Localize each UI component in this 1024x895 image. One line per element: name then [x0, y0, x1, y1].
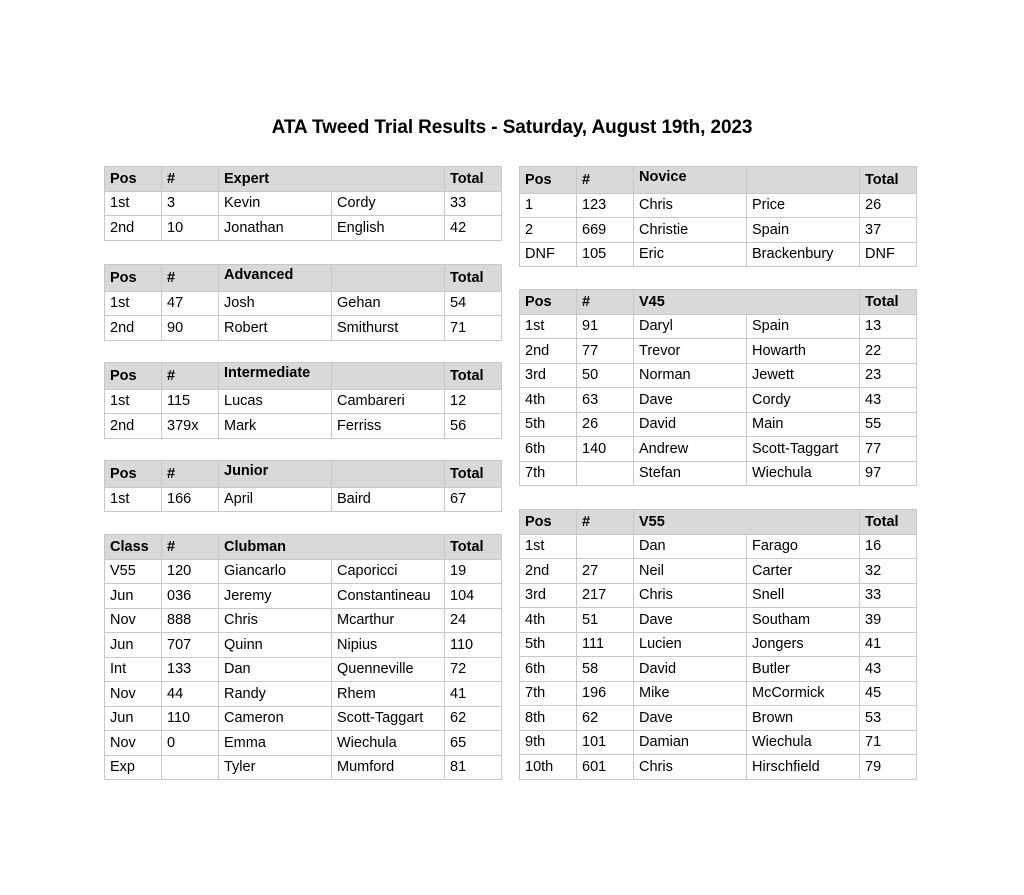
last-name-cell: Jewett — [747, 363, 860, 388]
advanced-results-table — [104, 264, 502, 341]
total-cell: 26 — [860, 193, 917, 218]
total-cell: 37 — [860, 218, 917, 243]
pos-cell: 2nd — [105, 316, 162, 341]
header-cell — [332, 461, 445, 488]
last-name-cell: Jongers — [747, 632, 860, 657]
last-name-cell: Brown — [747, 706, 860, 731]
table-row — [105, 755, 502, 780]
header-cell: V55 — [634, 510, 860, 535]
table-row — [520, 388, 917, 413]
header-row — [105, 167, 502, 192]
total-cell: 12 — [445, 389, 502, 414]
header-cell: # — [162, 461, 219, 488]
total-cell: 67 — [445, 487, 502, 512]
last-name-cell: Wiechula — [332, 731, 445, 756]
last-name-cell: Price — [747, 193, 860, 218]
total-cell: 81 — [445, 755, 502, 780]
header-row — [520, 167, 917, 194]
number-cell: 47 — [162, 291, 219, 316]
header-cell: Pos — [105, 265, 162, 292]
table-row — [105, 731, 502, 756]
pos-cell: Jun — [105, 706, 162, 731]
pos-cell: 4th — [520, 608, 577, 633]
number-cell: 62 — [577, 706, 634, 731]
pos-cell: 2 — [520, 218, 577, 243]
total-cell: 54 — [445, 291, 502, 316]
first-name-cell: Randy — [219, 682, 332, 707]
header-cell: V45 — [634, 290, 860, 315]
pos-cell: Int — [105, 657, 162, 682]
header-row — [105, 535, 502, 560]
last-name-cell: Southam — [747, 608, 860, 633]
first-name-cell: Christie — [634, 218, 747, 243]
header-cell: # — [577, 510, 634, 535]
total-cell: 71 — [860, 730, 917, 755]
first-name-cell: Jeremy — [219, 584, 332, 609]
first-name-cell: Quinn — [219, 633, 332, 658]
table-row — [520, 218, 917, 243]
last-name-cell: Farago — [747, 534, 860, 559]
header-cell: Total — [860, 510, 917, 535]
total-cell: DNF — [860, 242, 917, 267]
number-cell: 90 — [162, 316, 219, 341]
table-row — [520, 193, 917, 218]
table-row — [105, 584, 502, 609]
first-name-cell: Jonathan — [219, 216, 332, 241]
first-name-cell: Andrew — [634, 437, 747, 462]
table-row — [520, 437, 917, 462]
number-cell — [162, 755, 219, 780]
pos-cell: Nov — [105, 682, 162, 707]
table-row — [520, 461, 917, 486]
junior-results-table — [104, 460, 502, 512]
page-title: ATA Tweed Trial Results - Saturday, August 19th, 2023 — [271, 117, 753, 138]
header-cell: Pos — [520, 290, 577, 315]
pos-cell: Nov — [105, 731, 162, 756]
last-name-cell: Cordy — [747, 388, 860, 413]
first-name-cell: Chris — [634, 193, 747, 218]
last-name-cell: Butler — [747, 657, 860, 682]
table-row — [105, 487, 502, 512]
total-cell: 97 — [860, 461, 917, 486]
table-row — [520, 706, 917, 731]
v45-results-table — [519, 289, 917, 486]
number-cell: 120 — [162, 559, 219, 584]
first-name-cell: Daryl — [634, 314, 747, 339]
header-cell: Total — [860, 290, 917, 315]
total-cell: 13 — [860, 314, 917, 339]
header-cell: Total — [445, 461, 502, 488]
intermediate-results-table — [104, 362, 502, 439]
number-cell: 110 — [162, 706, 219, 731]
pos-cell: 1st — [105, 389, 162, 414]
last-name-cell: Spain — [747, 314, 860, 339]
number-cell: 133 — [162, 657, 219, 682]
total-cell: 24 — [445, 608, 502, 633]
first-name-cell: Giancarlo — [219, 559, 332, 584]
first-name-cell: Cameron — [219, 706, 332, 731]
last-name-cell: Ferriss — [332, 414, 445, 439]
last-name-cell: English — [332, 216, 445, 241]
last-name-cell: Baird — [332, 487, 445, 512]
total-cell: 33 — [445, 191, 502, 216]
table-row — [105, 559, 502, 584]
table-row — [520, 657, 917, 682]
number-cell: 196 — [577, 681, 634, 706]
number-cell — [577, 461, 634, 486]
table-row — [520, 534, 917, 559]
number-cell: 10 — [162, 216, 219, 241]
total-cell: 42 — [445, 216, 502, 241]
total-cell: 79 — [860, 755, 917, 780]
total-cell: 43 — [860, 388, 917, 413]
pos-cell: DNF — [520, 242, 577, 267]
header-cell: Advanced — [219, 265, 332, 292]
number-cell: 44 — [162, 682, 219, 707]
pos-cell: V55 — [105, 559, 162, 584]
table-row — [105, 291, 502, 316]
header-cell: # — [577, 167, 634, 194]
table-row — [520, 681, 917, 706]
pos-cell: Jun — [105, 633, 162, 658]
number-cell: 77 — [577, 339, 634, 364]
first-name-cell: Chris — [634, 583, 747, 608]
last-name-cell: Mumford — [332, 755, 445, 780]
header-cell: Expert — [219, 167, 445, 192]
number-cell: 888 — [162, 608, 219, 633]
header-cell — [332, 265, 445, 292]
total-cell: 43 — [860, 657, 917, 682]
first-name-cell: Emma — [219, 731, 332, 756]
pos-cell: 6th — [520, 437, 577, 462]
last-name-cell: Wiechula — [747, 730, 860, 755]
first-name-cell: Dave — [634, 608, 747, 633]
header-cell: # — [162, 535, 219, 560]
first-name-cell: Tyler — [219, 755, 332, 780]
first-name-cell: Dan — [634, 534, 747, 559]
number-cell: 27 — [577, 559, 634, 584]
table-row — [105, 389, 502, 414]
total-cell: 22 — [860, 339, 917, 364]
last-name-cell: Main — [747, 412, 860, 437]
table-row — [520, 363, 917, 388]
header-cell — [332, 363, 445, 390]
first-name-cell: Damian — [634, 730, 747, 755]
pos-cell: Nov — [105, 608, 162, 633]
header-cell — [747, 167, 860, 194]
novice-results-table — [519, 166, 917, 267]
number-cell: 63 — [577, 388, 634, 413]
table-row — [105, 414, 502, 439]
last-name-cell: Constantineau — [332, 584, 445, 609]
header-row — [105, 363, 502, 390]
number-cell: 51 — [577, 608, 634, 633]
total-cell: 72 — [445, 657, 502, 682]
first-name-cell: Eric — [634, 242, 747, 267]
pos-cell: 10th — [520, 755, 577, 780]
total-cell: 77 — [860, 437, 917, 462]
last-name-cell: Cordy — [332, 191, 445, 216]
table-row — [520, 583, 917, 608]
header-cell: Total — [445, 363, 502, 390]
last-name-cell: Caporicci — [332, 559, 445, 584]
first-name-cell: Robert — [219, 316, 332, 341]
first-name-cell: Norman — [634, 363, 747, 388]
total-cell: 41 — [445, 682, 502, 707]
table-row — [105, 216, 502, 241]
number-cell — [577, 534, 634, 559]
first-name-cell: Lucien — [634, 632, 747, 657]
number-cell: 105 — [577, 242, 634, 267]
pos-cell: 9th — [520, 730, 577, 755]
total-cell: 110 — [445, 633, 502, 658]
pos-cell: 1st — [105, 291, 162, 316]
first-name-cell: David — [634, 412, 747, 437]
header-cell: Novice — [634, 167, 747, 194]
table-row — [105, 316, 502, 341]
last-name-cell: Brackenbury — [747, 242, 860, 267]
last-name-cell: Carter — [747, 559, 860, 584]
total-cell: 56 — [445, 414, 502, 439]
number-cell: 111 — [577, 632, 634, 657]
total-cell: 62 — [445, 706, 502, 731]
last-name-cell: Smithurst — [332, 316, 445, 341]
header-cell: # — [162, 167, 219, 192]
header-cell: Pos — [520, 167, 577, 194]
last-name-cell: Hirschfield — [747, 755, 860, 780]
first-name-cell: Chris — [219, 608, 332, 633]
pos-cell: 3rd — [520, 363, 577, 388]
table-row — [520, 608, 917, 633]
header-cell: Total — [445, 265, 502, 292]
last-name-cell: Howarth — [747, 339, 860, 364]
table-row — [105, 682, 502, 707]
header-cell: Total — [445, 535, 502, 560]
total-cell: 32 — [860, 559, 917, 584]
last-name-cell: Scott-Taggart — [332, 706, 445, 731]
first-name-cell: April — [219, 487, 332, 512]
first-name-cell: Dan — [219, 657, 332, 682]
last-name-cell: Wiechula — [747, 461, 860, 486]
total-cell: 45 — [860, 681, 917, 706]
header-row — [520, 510, 917, 535]
last-name-cell: Mcarthur — [332, 608, 445, 633]
expert-results-table — [104, 166, 502, 241]
total-cell: 41 — [860, 632, 917, 657]
first-name-cell: Neil — [634, 559, 747, 584]
table-row — [520, 242, 917, 267]
total-cell: 104 — [445, 584, 502, 609]
table-row — [105, 608, 502, 633]
last-name-cell: Scott-Taggart — [747, 437, 860, 462]
pos-cell: 7th — [520, 681, 577, 706]
table-row — [105, 657, 502, 682]
header-cell: # — [162, 265, 219, 292]
header-cell: Total — [860, 167, 917, 194]
v55-results-table — [519, 509, 917, 780]
pos-cell: Exp — [105, 755, 162, 780]
number-cell: 123 — [577, 193, 634, 218]
pos-cell: 2nd — [520, 559, 577, 584]
first-name-cell: Trevor — [634, 339, 747, 364]
pos-cell: 2nd — [105, 216, 162, 241]
pos-cell: 2nd — [520, 339, 577, 364]
header-cell: Clubman — [219, 535, 445, 560]
last-name-cell: Snell — [747, 583, 860, 608]
number-cell: 58 — [577, 657, 634, 682]
total-cell: 23 — [860, 363, 917, 388]
pos-cell: 4th — [520, 388, 577, 413]
header-cell: Pos — [105, 363, 162, 390]
first-name-cell: Josh — [219, 291, 332, 316]
header-cell: Junior — [219, 461, 332, 488]
pos-cell: 1st — [520, 534, 577, 559]
pos-cell: 2nd — [105, 414, 162, 439]
table-row — [520, 339, 917, 364]
number-cell: 036 — [162, 584, 219, 609]
pos-cell: 7th — [520, 461, 577, 486]
number-cell: 379x — [162, 414, 219, 439]
number-cell: 101 — [577, 730, 634, 755]
header-row — [520, 290, 917, 315]
pos-cell: 5th — [520, 412, 577, 437]
clubman-results-table — [104, 534, 502, 780]
first-name-cell: Kevin — [219, 191, 332, 216]
first-name-cell: Stefan — [634, 461, 747, 486]
header-cell: Class — [105, 535, 162, 560]
first-name-cell: Chris — [634, 755, 747, 780]
first-name-cell: Dave — [634, 388, 747, 413]
table-row — [520, 314, 917, 339]
last-name-cell: Cambareri — [332, 389, 445, 414]
header-cell: Pos — [520, 510, 577, 535]
number-cell: 601 — [577, 755, 634, 780]
pos-cell: Jun — [105, 584, 162, 609]
first-name-cell: Mike — [634, 681, 747, 706]
pos-cell: 6th — [520, 657, 577, 682]
number-cell: 140 — [577, 437, 634, 462]
total-cell: 19 — [445, 559, 502, 584]
first-name-cell: Lucas — [219, 389, 332, 414]
table-row — [520, 755, 917, 780]
header-cell: # — [162, 363, 219, 390]
pos-cell: 1st — [520, 314, 577, 339]
number-cell: 166 — [162, 487, 219, 512]
pos-cell: 8th — [520, 706, 577, 731]
number-cell: 707 — [162, 633, 219, 658]
pos-cell: 3rd — [520, 583, 577, 608]
number-cell: 0 — [162, 731, 219, 756]
last-name-cell: Gehan — [332, 291, 445, 316]
last-name-cell: Nipius — [332, 633, 445, 658]
header-cell: Intermediate — [219, 363, 332, 390]
total-cell: 71 — [445, 316, 502, 341]
total-cell: 53 — [860, 706, 917, 731]
number-cell: 115 — [162, 389, 219, 414]
first-name-cell: Dave — [634, 706, 747, 731]
header-row — [105, 461, 502, 488]
number-cell: 91 — [577, 314, 634, 339]
pos-cell: 1st — [105, 191, 162, 216]
first-name-cell: David — [634, 657, 747, 682]
table-row — [520, 559, 917, 584]
total-cell: 65 — [445, 731, 502, 756]
header-row — [105, 265, 502, 292]
number-cell: 50 — [577, 363, 634, 388]
table-row — [520, 412, 917, 437]
header-cell: Pos — [105, 461, 162, 488]
last-name-cell: Quenneville — [332, 657, 445, 682]
pos-cell: 1 — [520, 193, 577, 218]
table-row — [105, 191, 502, 216]
header-cell: Pos — [105, 167, 162, 192]
pos-cell: 1st — [105, 487, 162, 512]
number-cell: 669 — [577, 218, 634, 243]
total-cell: 16 — [860, 534, 917, 559]
last-name-cell: Rhem — [332, 682, 445, 707]
total-cell: 55 — [860, 412, 917, 437]
number-cell: 217 — [577, 583, 634, 608]
header-cell: Total — [445, 167, 502, 192]
last-name-cell: Spain — [747, 218, 860, 243]
number-cell: 3 — [162, 191, 219, 216]
total-cell: 33 — [860, 583, 917, 608]
table-row — [520, 632, 917, 657]
pos-cell: 5th — [520, 632, 577, 657]
table-row — [105, 706, 502, 731]
first-name-cell: Mark — [219, 414, 332, 439]
total-cell: 39 — [860, 608, 917, 633]
table-row — [520, 730, 917, 755]
last-name-cell: McCormick — [747, 681, 860, 706]
table-row — [105, 633, 502, 658]
number-cell: 26 — [577, 412, 634, 437]
header-cell: # — [577, 290, 634, 315]
